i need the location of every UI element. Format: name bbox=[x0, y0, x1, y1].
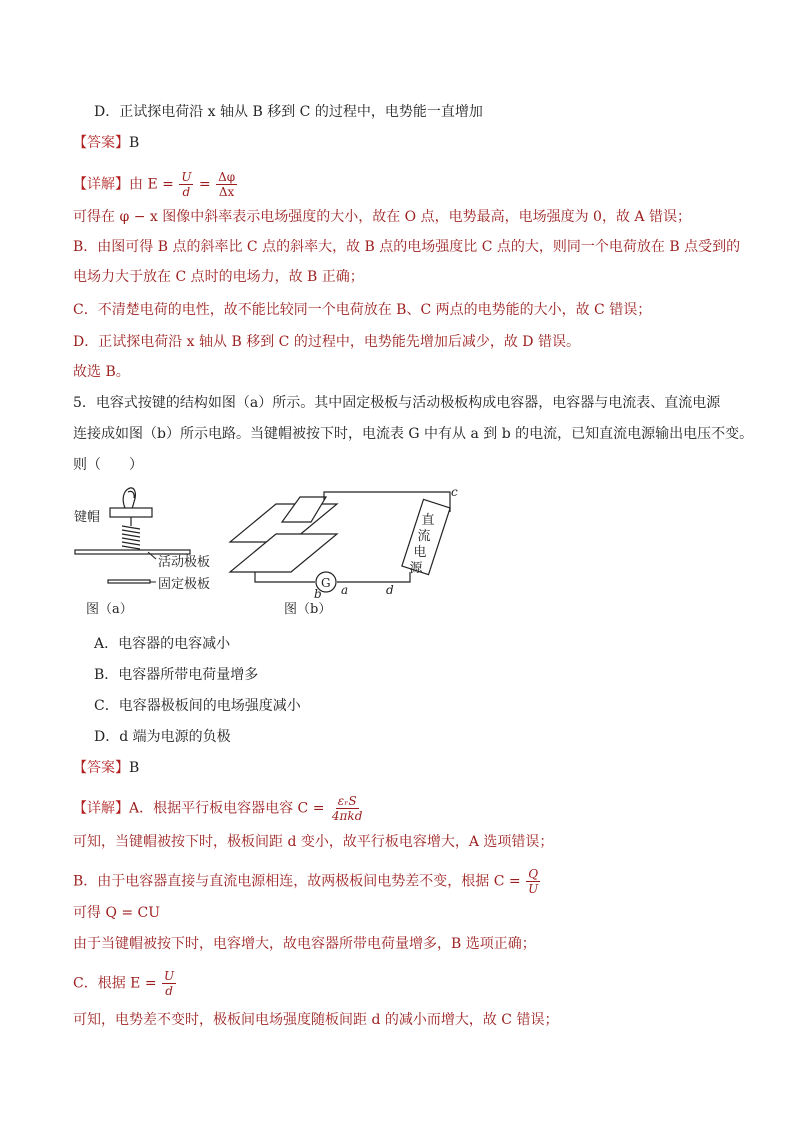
keycap-label: 键帽 bbox=[74, 510, 101, 525]
q4-answer bbox=[73, 133, 139, 153]
q5-option-a: A．电容器的电容减小 bbox=[94, 636, 231, 652]
q5-detail-line-b2: 可得 Q = CU bbox=[73, 905, 161, 921]
q5-option-b: B．电容器所带电荷量增多 bbox=[94, 667, 259, 683]
terminal-d-label: d bbox=[386, 583, 394, 597]
q5-option-c: C．电容器极板间的电场强度减小 bbox=[94, 698, 301, 714]
q4-detail-line-3: 电场力大于放在 C 点时的电场力，故 B 正确； bbox=[73, 269, 364, 285]
source-char-4: 源 bbox=[409, 561, 423, 576]
q5-answer bbox=[73, 758, 139, 778]
q4-option-d: D．正试探电荷沿 x 轴从 B 移到 C 的过程中，电势能一直增加 bbox=[94, 104, 483, 120]
answer-value: B bbox=[129, 760, 140, 776]
q4-detail-formula: 【详解】由 E = $\frac{U}{d}$ = $\frac{\Delta\varphi}{\Delta x}$ bbox=[73, 170, 236, 199]
terminal-b-label: b bbox=[314, 587, 322, 601]
q4-detail-line-2: B．由图可得 B 点的斜率比 C 点的斜率大，故 B 点的电场强度比 C 点的大，则同一个电荷放在 B 点受到的 bbox=[73, 239, 741, 255]
q5-detail-line-c2: 可知，电势差不变时，极板间电场强度随板间距 d 的减小而增大，故 C 错误； bbox=[73, 1012, 559, 1028]
fixed-plate-label: 固定极板 bbox=[158, 577, 211, 592]
source-wire bbox=[390, 572, 410, 582]
spring-shape bbox=[122, 526, 140, 549]
q4-detail-line-4: C．不清楚电荷的电性，故不能比较同一个电荷放在 B、C 两点的电势能的大小，故 C 错误； bbox=[73, 302, 652, 318]
fraction-dphi-over-dx: $\frac{\Delta\varphi}{\Delta x}$ bbox=[218, 170, 236, 199]
source-char-1: 直 bbox=[421, 513, 435, 528]
fraction-q-over-u: $\frac{Q}{U}$ bbox=[528, 867, 539, 896]
q5-detail-line-c1 bbox=[73, 969, 177, 998]
q5-option-d: D．d 端为电源的负极 bbox=[94, 729, 231, 745]
fraction-u-over-d-2: $\frac{U}{d}$ bbox=[164, 969, 175, 998]
detail-intro: 由 E = bbox=[129, 176, 174, 193]
detail-label: 【详解】 bbox=[73, 800, 129, 817]
q5-stem-line-2: 连接成如图（b）所示电路。当键帽被按下时，电流表 G 中有从 a 到 b 的电流，已知直流电源输出电压不变。 bbox=[73, 426, 754, 442]
q5-detail-line-b1 bbox=[73, 867, 541, 896]
source-char-3: 电 bbox=[413, 545, 427, 560]
answer-label: 【答案】 bbox=[73, 760, 129, 776]
detail-c-text: C．根据 E = bbox=[73, 975, 157, 992]
answer-value: B bbox=[129, 135, 140, 151]
fraction-u-over-d: $\frac{U}{d}$ bbox=[181, 170, 192, 199]
detail-a-text: A．根据平行板电容器电容 C = bbox=[129, 800, 325, 817]
q5-stem-line-1: 5．电容式按键的结构如图（a）所示。其中固定极板与活动极板构成电容器，电容器与电流表、直流电源 bbox=[73, 395, 721, 411]
fixed-plate-shape bbox=[108, 580, 150, 583]
q5-detail-formula-c bbox=[73, 794, 365, 823]
galvanometer-label: G bbox=[321, 576, 331, 590]
q5-detail-line-a2: 可知，当键帽被按下时，极板间距 d 变小，故平行板电容增大，A 选项错误； bbox=[73, 834, 554, 850]
finger-icon bbox=[123, 488, 135, 509]
terminal-c-label: c bbox=[451, 485, 458, 499]
q4-detail-line-5: D．正试探电荷沿 x 轴从 B 移到 C 的过程中，电势能先增加后减少，故 D 错误。 bbox=[73, 334, 580, 350]
keycap-shape bbox=[110, 508, 152, 517]
fraction-es-over-4pikd: $\frac{\text{εᵣS}}{\text{4πkd}}$ bbox=[331, 794, 363, 823]
bottom-wire bbox=[255, 572, 315, 582]
source-char-2: 流 bbox=[417, 529, 431, 544]
figure-a-caption: 图（a） bbox=[86, 602, 133, 617]
detail-label: 【详解】 bbox=[73, 176, 129, 193]
q4-detail-line-1: 可得在 φ − x 图像中斜率表示电场强度的大小，故在 O 点，电势最高，电场强度为 0，故 A 错误； bbox=[73, 209, 691, 225]
q4-conclusion: 故选 B。 bbox=[73, 364, 130, 380]
answer-label: 【答案】 bbox=[73, 135, 129, 151]
q5-detail-line-b3: 由于当键帽被按下时，电容增大，故电容器所带电荷量增多，B 选项正确； bbox=[73, 936, 536, 952]
detail-b-text: B．由于电容器直接与直流电源相连，故两极板间电势差不变，根据 C = bbox=[73, 873, 521, 890]
q5-figure bbox=[0, 482, 794, 622]
q5-stem-line-3: 则（ ） bbox=[73, 457, 143, 473]
movable-plate-label: 活动极板 bbox=[158, 555, 211, 570]
terminal-a-label: a bbox=[341, 583, 349, 597]
movable-plate-shape bbox=[75, 550, 190, 554]
figure-b-caption: 图（b） bbox=[284, 602, 332, 617]
